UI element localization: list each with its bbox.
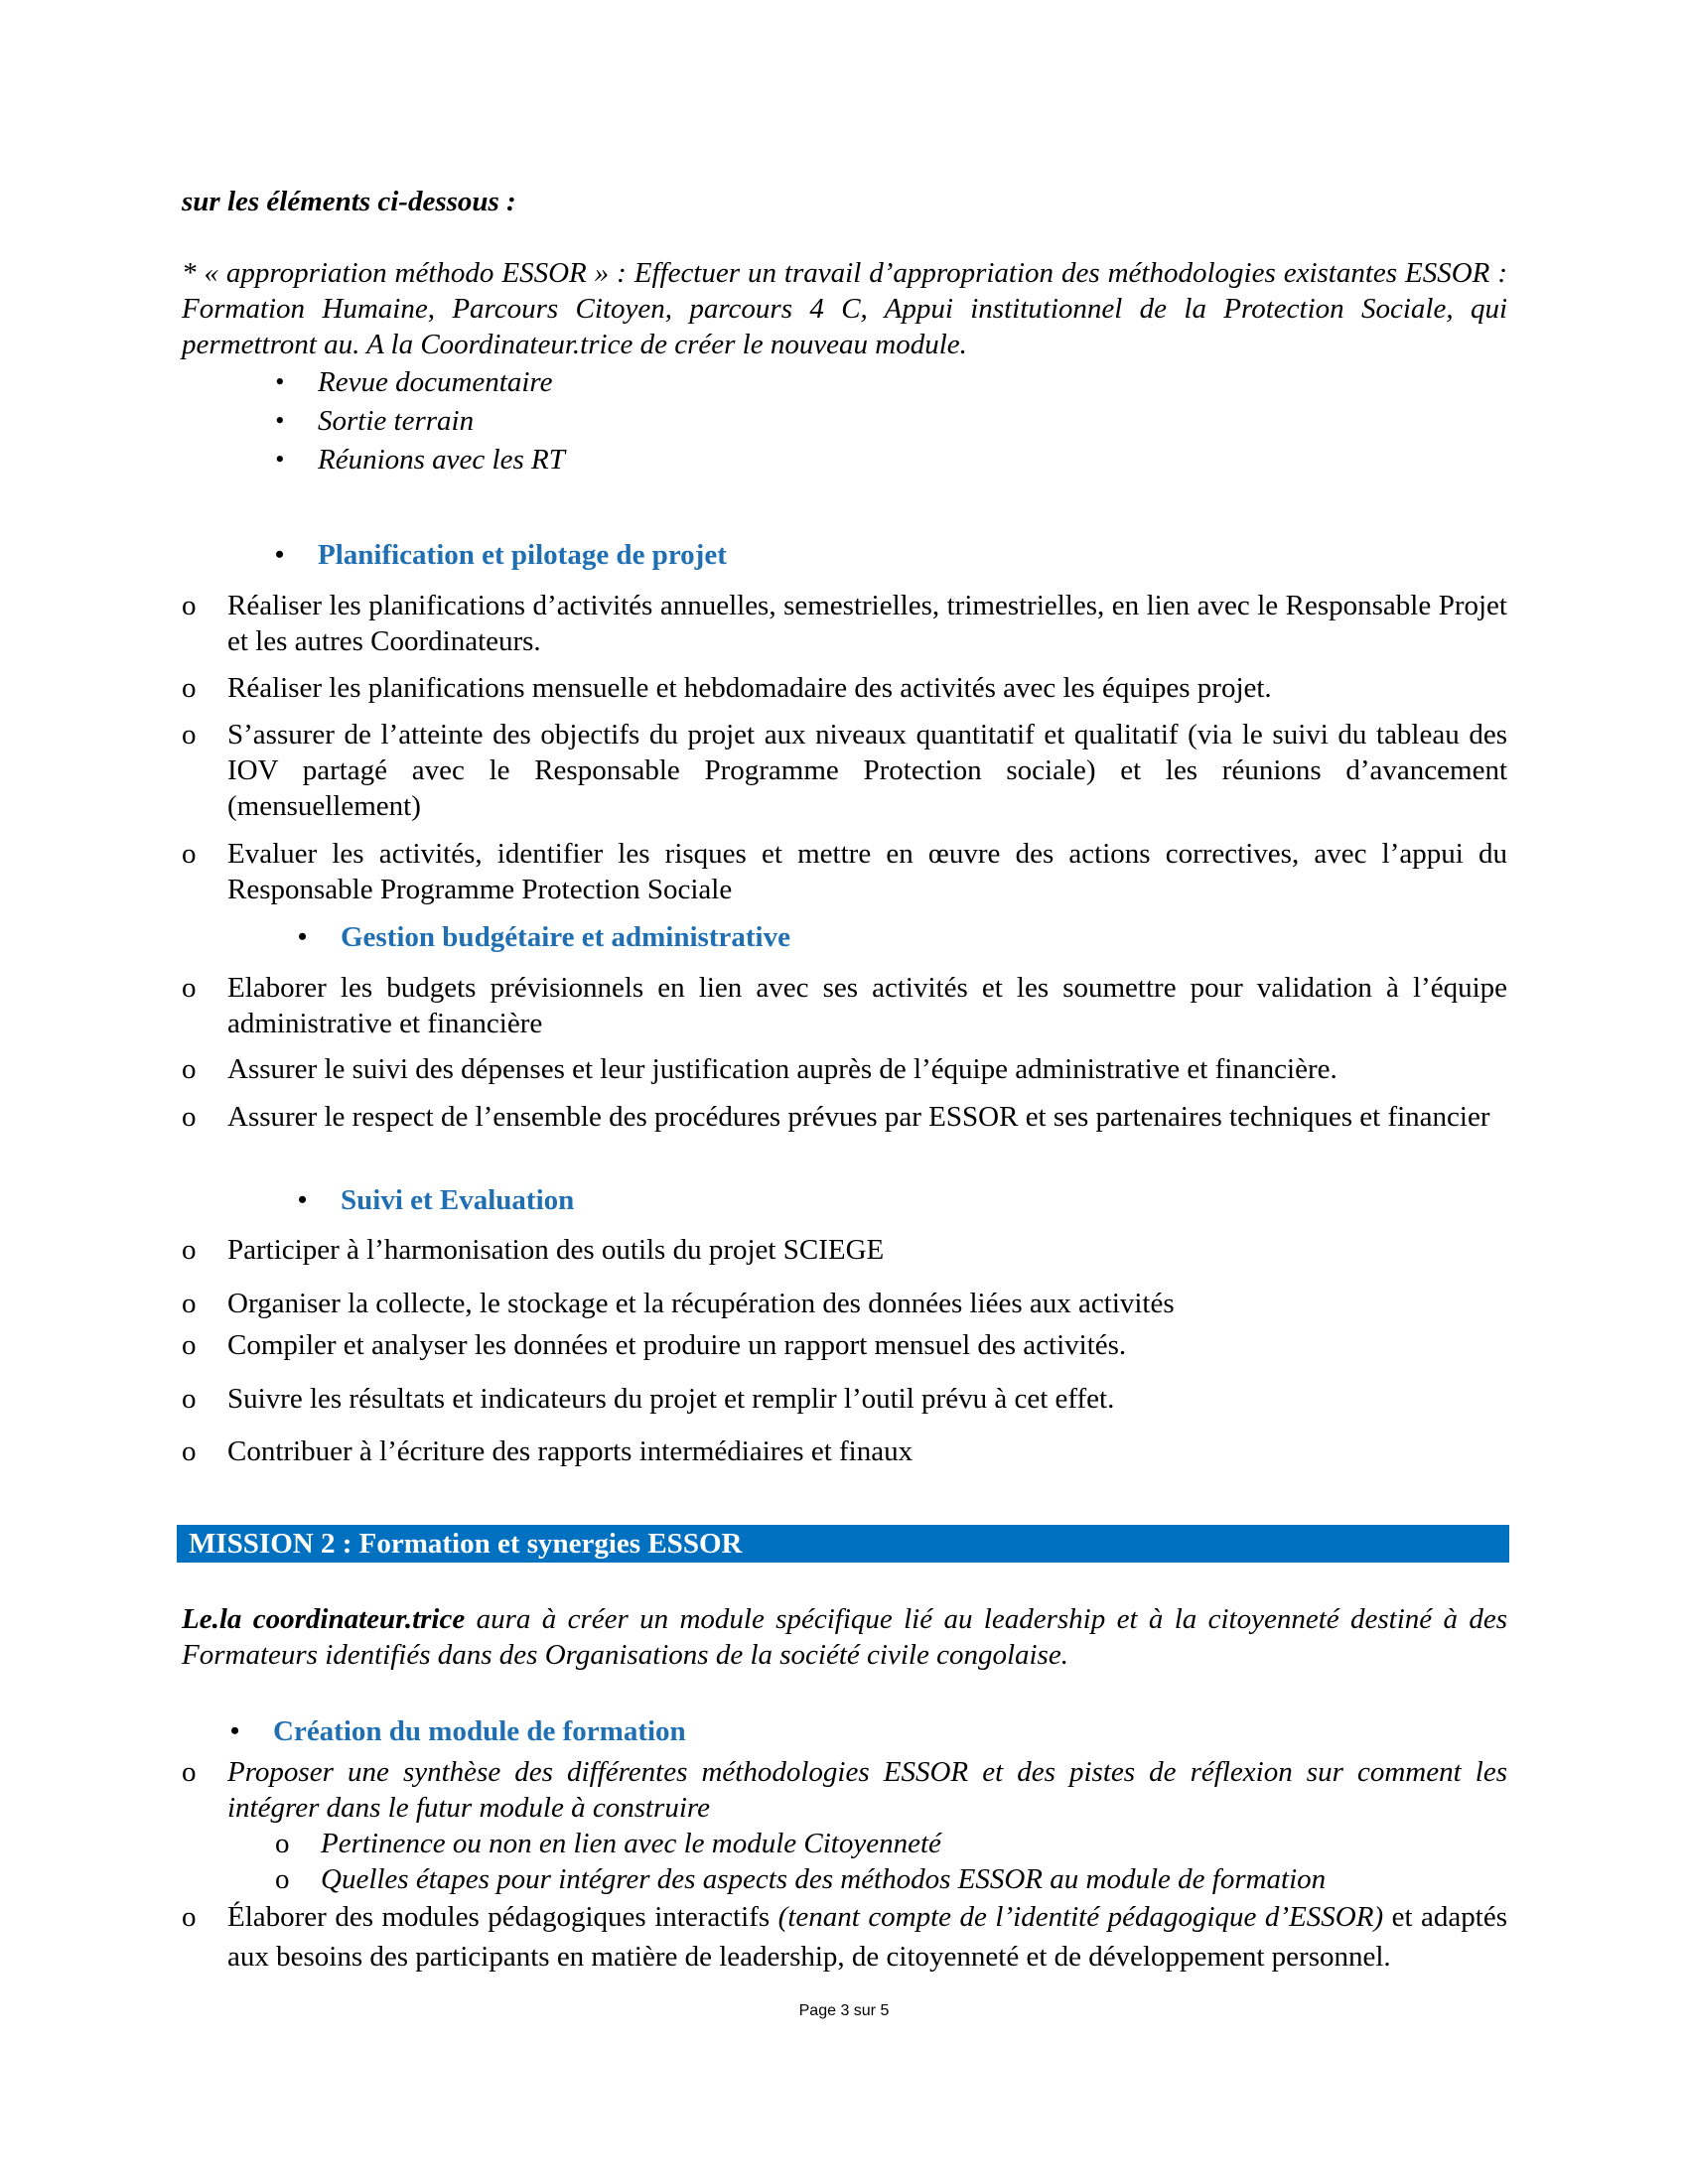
bullet-icon: • (275, 445, 285, 474)
intro-paragraph: * « appropriation méthodo ESSOR » : Effectuer un travail d’appropriation des méthodologies existantes ESSOR : Formation Humaine, Parcours Citoyen, parcours 4 C, Appui institutionnel de la Protection Sociale, qui permettront au. A la Coordinateur.trice de créer le nouveau module. (182, 257, 1507, 360)
circle-bullet-icon: o (182, 972, 197, 1004)
list-item: o Participer à l’harmonisation des outils du projet SCIEGE (182, 1234, 885, 1266)
list-item: o Réaliser les planifications d’activités annuelles, semestrielles, trimestrielles, en lien avec le Responsable Projet et les autres Coordinateurs. (182, 590, 1507, 657)
page-number: Page 3 sur 5 (798, 2002, 890, 2019)
list-item: o Elaborer les budgets prévisionnels en lien avec ses activités et les soumettre pour validation à l’équipe administrative et financière (182, 972, 1507, 1039)
mission-banner (177, 1525, 1509, 1563)
mission-intro-text: aura à créer un module spécifique lié au leadership et à la citoyenneté destiné à des Formateurs identifiés dans des Organisations de la société civile congolaise. (182, 1603, 1507, 1671)
circle-bullet-icon: o (275, 1828, 290, 1859)
list-item: o Élaborer des modules pédagogiques interactifs (tenant compte de l’identité pédagogique d’ESSOR) et adaptés aux besoins des participants en matière de leadership, de citoyenneté et de développement personnel. (182, 1897, 1507, 1977)
intro-bullet: • Réunions avec les RT (275, 444, 565, 476)
circle-bullet-icon: o (182, 1288, 197, 1319)
circle-bullet-icon: o (182, 590, 197, 621)
list-item: o Compiler et analyser les données et produire un rapport mensuel des activités. (182, 1329, 1127, 1361)
circle-bullet-icon: o (182, 1329, 197, 1361)
intro-bullet: • Sortie terrain (275, 405, 475, 437)
list-item: o Assurer le respect de l’ensemble des procédures prévues par ESSOR et ses partenaires techniques et financier (182, 1101, 1490, 1133)
section-title-creation: • Création du module de formation (230, 1715, 686, 1747)
section-title-budget: • Gestion budgétaire et administrative (298, 921, 790, 953)
circle-bullet-icon: o (275, 1863, 290, 1895)
circle-bullet-icon: o (182, 1756, 197, 1788)
sub-list-item: o Quelles étapes pour intégrer des aspects des méthodos ESSOR au module de formation (275, 1863, 1327, 1895)
circle-bullet-icon: o (182, 838, 197, 870)
list-item: o Evaluer les activités, identifier les risques et mettre en œuvre des actions correctives, avec l’appui du Responsable Programme Protection Sociale (182, 838, 1507, 905)
circle-bullet-icon: o (182, 719, 197, 751)
list-item: o Réaliser les planifications mensuelle et hebdomadaire des activités avec les équipes projet. (182, 672, 1272, 704)
circle-bullet-icon: o (182, 1383, 197, 1415)
list-item: o Suivre les résultats et indicateurs du projet et remplir l’outil prévu à cet effet. (182, 1383, 1115, 1415)
circle-bullet-icon: o (182, 1101, 197, 1133)
list-item: o Assurer le suivi des dépenses et leur justification auprès de l’équipe administrative et financière. (182, 1053, 1337, 1085)
list-item: o S’assurer de l’atteinte des objectifs du projet aux niveaux quantitatif et qualitatif (via le suivi du tableau des IOV partagé avec le Responsable Programme Protection sociale) et les réunions d’avancement (mensuellement) (182, 719, 1507, 822)
intro-heading: sur les éléments ci-dessous : (182, 186, 516, 217)
circle-bullet-icon: o (182, 1901, 197, 1933)
intro-bullet: • Revue documentaire (275, 366, 553, 398)
list-item: o Proposer une synthèse des différentes méthodologies ESSOR et des pistes de réflexion sur comment les intégrer dans le futur module à construire (182, 1756, 1507, 1824)
bullet-icon: • (230, 1716, 240, 1745)
bullet-icon: • (275, 367, 285, 396)
bullet-icon: • (275, 406, 285, 435)
circle-bullet-icon: o (182, 1435, 197, 1467)
circle-bullet-icon: o (182, 1234, 197, 1266)
circle-bullet-icon: o (182, 672, 197, 704)
bullet-icon: • (275, 540, 285, 569)
section-title-suivi: • Suivi et Evaluation (298, 1184, 575, 1216)
section-title-planification: • Planification et pilotage de projet (275, 539, 727, 571)
sub-list-item: o Pertinence ou non en lien avec le module Citoyenneté (275, 1828, 941, 1859)
list-item: o Organiser la collecte, le stockage et la récupération des données liées aux activités (182, 1288, 1175, 1319)
bullet-icon: • (298, 1185, 308, 1214)
mission-title: MISSION 2 : Formation et synergies ESSOR (189, 1528, 743, 1560)
mission-intro-subject: Le.la coordinateur.trice (182, 1603, 466, 1635)
mission-intro (182, 1601, 1507, 1673)
list-item: o Contribuer à l’écriture des rapports intermédiaires et finaux (182, 1435, 914, 1467)
bullet-icon: • (298, 922, 308, 951)
circle-bullet-icon: o (182, 1053, 197, 1085)
